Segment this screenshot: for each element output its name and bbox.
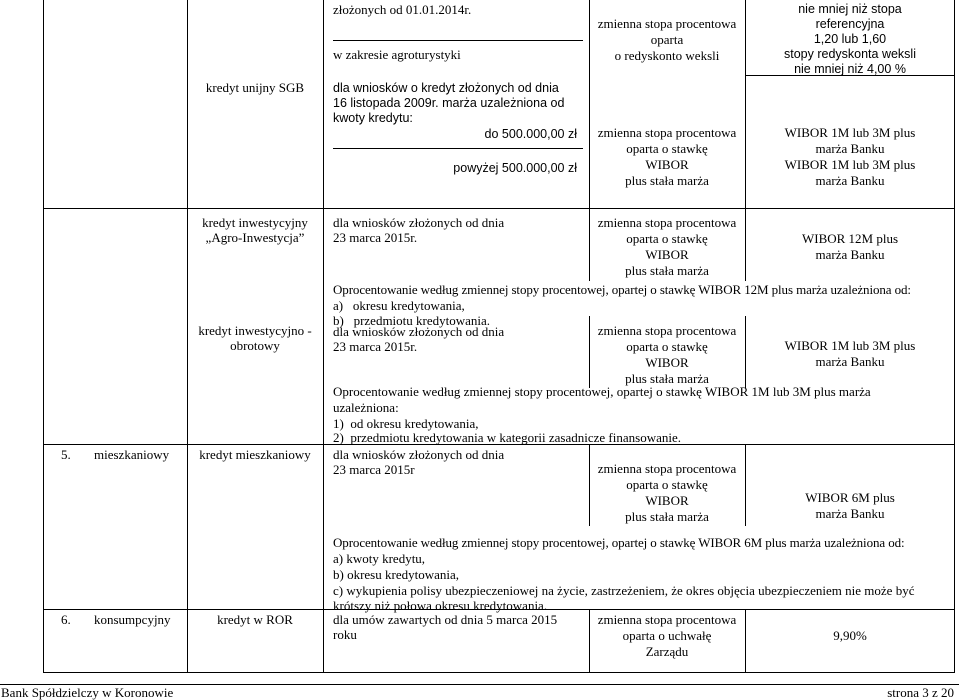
amount-divider-top [333, 40, 583, 41]
obrot-note-intro: Oprocentowanie według zmiennej stopy procentowej, opartej o stawkę WIBOR 1M lub 3M plus marża uzależniona: [333, 384, 871, 415]
obrot-rate-value: WIBOR 1M lub 3M plus marża Banku [784, 338, 916, 369]
konsump-rate-type: zmienna stopa procentowa oparta o uchwałę Zarządu [597, 612, 737, 659]
sgb-top-rate-type: zmienna stopa procentowa oparta o redyskonto weksli [597, 16, 737, 63]
sgb-top-condition-line2: w zakresie agroturystyki [333, 47, 461, 62]
amount-divider-mid [333, 148, 583, 149]
category-number-6: 6. [61, 612, 71, 627]
product-inwestycyjno-obrotowy: kredyt inwestycyjno - obrotowy [198, 323, 312, 353]
product-unijny-sgb: kredyt unijny SGB [205, 80, 305, 95]
category-number-5: 5. [61, 447, 71, 462]
mieszk-rate-type: zmienna stopa procentowa oparta o stawkę WIBOR plus stała marża [597, 461, 737, 524]
agro-note-a: a) okresu kredytowania, [333, 298, 465, 313]
mieszk-note-a: a) kwoty kredytu, [333, 551, 426, 566]
table-border-right [954, 0, 955, 672]
sgb-rate-type: zmienna stopa procentowa oparta o stawkę WIBOR plus stała marża [597, 125, 737, 188]
agro-note-intro: Oprocentowanie według zmiennej stopy procentowej, opartej o stawkę WIBOR 12M plus marża uzależniona od: [333, 282, 911, 297]
mieszk-note-c: c) wykupienia polisy ubezpieczeniowej na życie, zastrzeżeniem, że okres objęcia ubezpieczeniem nie może być krótszy niż połowa okresu kredytowania. [333, 583, 915, 613]
konsump-condition: dla umów zawartych od dnia 5 marca 2015 roku [333, 612, 558, 642]
mieszk-rate-value: WIBOR 6M plus marża Banku [805, 490, 895, 521]
table-border-bottom [43, 672, 955, 673]
mieszk-condition: dla wniosków złożonych od dnia 23 marca 2015r [333, 447, 505, 477]
sgb-top-rate-value: nie mniej niż stopa referencyjna 1,20 lub 1,60 stopy redyskonta weksli nie mniej niż 4,00 % [783, 2, 916, 76]
obrot-condition: dla wniosków złożonych od dnia 23 marca 2015r. [333, 324, 505, 354]
category-mieszkaniowy: mieszkaniowy [94, 447, 170, 462]
mieszk-note-intro: Oprocentowanie według zmiennej stopy procentowej, opartej o stawkę WIBOR 6M plus marża uzależniona od: [333, 535, 905, 550]
mieszk-note-b: b) okresu kredytowania, [333, 567, 459, 582]
sgb-condition: dla wniosków o kredyt złożonych od dnia 16 listopada 2009r. marża uzależniona od kwoty kredytu: [333, 81, 565, 125]
sgb-amount-up-to: do 500.000,00 zł [484, 127, 577, 141]
agro-condition: dla wniosków złożonych od dnia 23 marca 2015r. [333, 215, 505, 245]
product-kredyt-w-ror: kredyt w ROR [217, 612, 293, 627]
table-border-col2 [323, 0, 324, 672]
footer-page-number: strona 3 z 20 [887, 685, 954, 700]
sgb-rate-value: WIBOR 1M lub 3M plus marża Banku WIBOR 1M lub 3M plus marża Banku [784, 125, 916, 188]
row-divider-sgb [43, 208, 955, 209]
obrot-note-2: 2) przedmiotu kredytowania w kategorii zasadnicze finansowanie. [333, 430, 681, 445]
konsump-rate-value: 9,90% [833, 628, 867, 643]
product-kredyt-mieszkaniowy: kredyt mieszkaniowy [199, 447, 311, 462]
obrot-note-1: 1) od okresu kredytowania, [333, 416, 479, 431]
table-border-left [43, 0, 44, 672]
agro-rate-type: zmienna stopa procentowa oparta o stawkę WIBOR plus stała marża [597, 215, 737, 278]
product-agro-inwestycja: kredyt inwestycyjny „Agro-Inwestycja” [202, 215, 308, 245]
sgb-amount-above: powyżej 500.000,00 zł [453, 161, 577, 175]
footer-bank-name: Bank Spółdzielczy w Koronowie [1, 685, 174, 700]
agro-rate-value: WIBOR 12M plus marża Banku [801, 231, 899, 262]
agro-note-b: b) przedmiotu kredytowania. [333, 313, 491, 328]
obrot-rate-type: zmienna stopa procentowa oparta o stawkę WIBOR plus stała marża [597, 323, 737, 386]
sgb-top-condition-line1: złożonych od 01.01.2014r. [333, 2, 472, 17]
category-konsumpcyjny: konsumpcyjny [94, 612, 171, 627]
